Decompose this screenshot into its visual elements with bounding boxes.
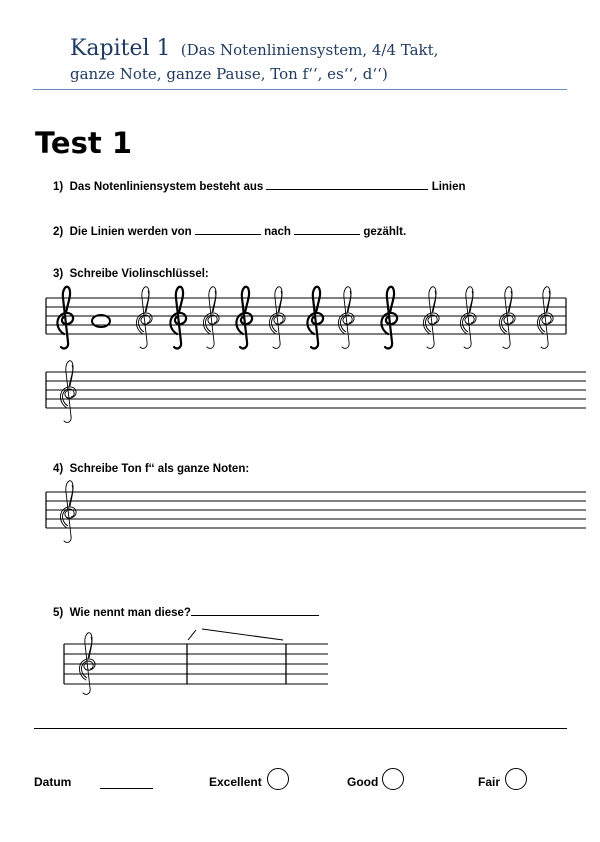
treble-clef-icon xyxy=(499,287,515,349)
fair-label: Fair xyxy=(478,775,501,789)
question-1-text: Das Notenliniensystem besteht aus xyxy=(69,181,264,193)
question-1-suffix: Linien xyxy=(431,181,466,193)
note-practice-staff[interactable] xyxy=(46,492,586,528)
footer-divider xyxy=(34,728,567,729)
question-2-mid: nach xyxy=(264,226,291,238)
treble-clef-icon xyxy=(381,287,397,349)
good-label: Good xyxy=(347,775,379,789)
treble-clef-icon xyxy=(423,287,439,349)
treble-clef-icon xyxy=(338,287,354,349)
question-3-text: Schreibe Violinschlüssel: xyxy=(69,268,209,280)
question-5-text: Wie nennt man diese? xyxy=(69,607,191,619)
treble-clef-icon xyxy=(460,287,476,349)
clef-practice-staff[interactable] xyxy=(46,372,586,408)
good-circle-icon[interactable] xyxy=(382,768,404,790)
question-5-number: 5) xyxy=(53,607,64,619)
question-2-suffix: gezählt. xyxy=(363,226,407,238)
question-4-text: Schreibe Ton f‘‘ als ganze Noten: xyxy=(69,463,250,475)
treble-clef-icon xyxy=(57,287,73,349)
question-2-text: Die Linien werden von xyxy=(69,226,192,238)
excellent-label: Excellent xyxy=(209,775,262,789)
question-3-number: 3) xyxy=(53,268,64,280)
treble-clef-icon xyxy=(537,287,553,349)
q5-staff xyxy=(64,644,328,684)
question-2-number: 2) xyxy=(53,226,64,238)
treble-clef-icon xyxy=(269,287,285,349)
question-1-number: 1) xyxy=(53,181,64,193)
question-5 xyxy=(53,603,319,619)
chapter-title: Kapitel 1 xyxy=(70,36,171,61)
test-title: Test 1 xyxy=(35,126,132,160)
treble-clef-icon xyxy=(170,287,186,349)
chapter-subtitle-1: (Das Notenliniensystem, 4/4 Takt, xyxy=(180,41,439,59)
chapter-subtitle-2: ganze Note, ganze Pause, Ton f‘‘, es‘‘, d‘‘) xyxy=(70,65,388,83)
question-4-number: 4) xyxy=(53,463,64,475)
treble-clef-icon xyxy=(236,287,252,349)
question-5-answer-blank[interactable] xyxy=(191,603,319,616)
question-4 xyxy=(53,463,249,475)
treble-clef-icon xyxy=(60,481,76,543)
pointer-lines xyxy=(188,629,283,640)
datum-label: Datum xyxy=(34,775,72,789)
excellent-circle-icon[interactable] xyxy=(267,768,289,790)
treble-clef-icon xyxy=(136,287,152,349)
treble-clef-icon xyxy=(203,287,219,349)
fair-circle-icon[interactable] xyxy=(505,768,527,790)
datum-field[interactable] xyxy=(100,788,153,789)
example-staff-lines xyxy=(46,298,566,334)
treble-clef-icon xyxy=(60,361,76,423)
treble-clef-icon xyxy=(307,287,323,349)
